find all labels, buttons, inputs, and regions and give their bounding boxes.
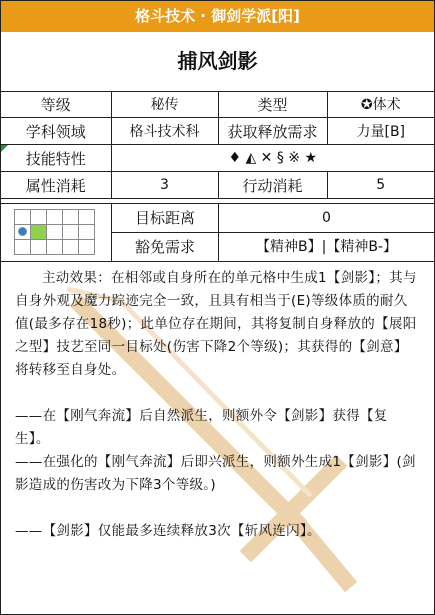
- requirement-value: 力量[B]: [327, 118, 434, 145]
- level-value: 秘传: [111, 91, 218, 118]
- range-grid-square: [78, 209, 95, 225]
- range-grid-square: [14, 209, 31, 225]
- target-distance-value: 0: [322, 210, 331, 226]
- range-grid-square: [46, 209, 63, 225]
- traits-value: ♦ ◭ ✕ § ※ ★: [111, 145, 434, 172]
- range-grid-square: [30, 224, 47, 240]
- range-grid-square: [14, 239, 31, 255]
- traits-label: [1, 145, 111, 172]
- description-natural-derive: ——在【刚气奔流】后自然派生，则额外令【剑影】获得【复生】。: [15, 408, 388, 447]
- requirement-label: 获取释放需求: [218, 118, 327, 145]
- type-label: 类型: [218, 91, 327, 118]
- description-text: [15, 267, 417, 543]
- description-area: [1, 261, 434, 614]
- range-grid-square: [30, 209, 47, 225]
- range-grid-square: [62, 224, 79, 240]
- range-grid-square: [46, 239, 63, 255]
- description-limit: ——【剑影】仅能最多连续释放3次【斩风连闪】。: [15, 523, 321, 539]
- action-cost-value: 5: [327, 172, 434, 199]
- description-main: 主动效果：在相邻或自身所在的单元格中生成1【剑影】；其与自身外观及魔力踪迹完全一致，且具有相当于(E)等级体质的耐久值(最多存在18秒)；此单位存在期间，其将复制自身释放的【展阳之型】技艺至同一目标处(伤害下降2个等级)；其获得的【剑意】将转移至自身处。: [15, 270, 417, 378]
- type-value: ✪体术: [327, 91, 434, 118]
- stats-row-level: [1, 91, 434, 118]
- card-header: 格斗技术 · 御剑学派[阳]: [1, 1, 434, 32]
- stats-row-traits: [1, 145, 434, 172]
- immunity-row: [112, 233, 434, 261]
- level-label: 等级: [1, 91, 111, 118]
- range-grid: [14, 209, 96, 254]
- stats-row-cost: [1, 172, 434, 199]
- action-cost-label: 行动消耗: [218, 172, 327, 199]
- range-grid-square: [46, 224, 63, 240]
- stats-row-field: [1, 118, 434, 145]
- range-grid-cell: [1, 204, 112, 261]
- range-section: [1, 203, 434, 262]
- target-distance-label: 目标距离: [112, 204, 219, 232]
- stats-table: [1, 91, 434, 199]
- immunity-label: 豁免需求: [112, 233, 219, 261]
- description-enhanced-derive: ——在强化的【刚气奔流】后即兴派生，则额外生成1【剑影】(剑影造成的伤害改为下降3个等级。): [15, 454, 416, 493]
- range-grid-square: [62, 239, 79, 255]
- immunity-value: 【精神B】|【精神B-】: [256, 239, 397, 255]
- field-label: 学科领域: [1, 118, 111, 145]
- traits-label-text: 技能特性: [25, 149, 86, 168]
- range-grid-square: [30, 239, 47, 255]
- range-grid-square: [78, 239, 95, 255]
- range-grid-square: [78, 224, 95, 240]
- target-distance-row: [112, 204, 434, 233]
- attribute-cost-label: 属性消耗: [1, 172, 111, 199]
- range-grid-square: [62, 209, 79, 225]
- field-value: 格斗技术科: [111, 118, 218, 145]
- self-position-dot: [18, 227, 27, 236]
- skill-title: 捕风剑影: [1, 32, 434, 92]
- attribute-cost-value: 3: [111, 172, 218, 199]
